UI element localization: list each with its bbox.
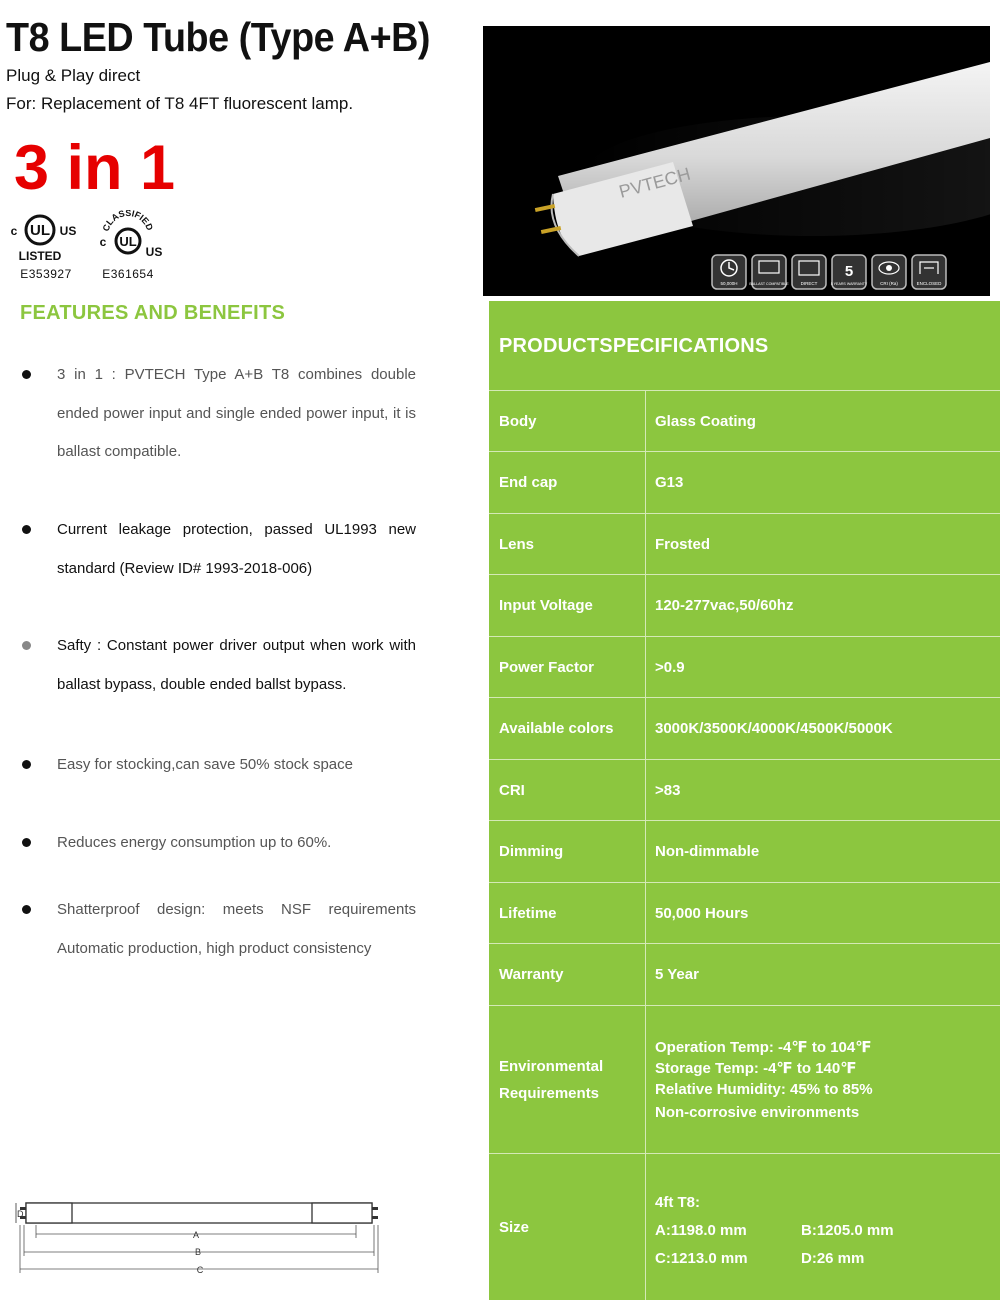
svg-text:UL: UL (119, 234, 137, 249)
svg-text:5: 5 (844, 263, 854, 280)
led-tube-illustration (483, 26, 990, 296)
bullet-icon (22, 525, 31, 534)
svg-text:CLASSIFIED: CLASSIFIED (100, 210, 156, 233)
brand-label: PVTECH (616, 163, 693, 202)
spec-row-input-voltage: Input Voltage 120-277vac,50/60hz (489, 574, 1000, 636)
feature-item: Easy for stocking,can save 50% stock space (20, 746, 416, 785)
warranty-icon (831, 255, 868, 289)
spec-row-cri: CRI >83 (489, 759, 1000, 820)
three-in-one-badge: 3 in 1 (14, 133, 176, 203)
svg-text:LISTED: LISTED (18, 249, 62, 262)
bullet-icon (22, 370, 31, 379)
dimension-drawing (8, 1192, 388, 1282)
ul-listed-mark (6, 210, 86, 281)
svg-text:A: A (192, 1230, 200, 1240)
feature-item: Shatterproof design: meets NSF requirements Automatic production, high product consistency (20, 891, 416, 968)
spec-row-warranty: Warranty 5 Year (489, 943, 1000, 1005)
svg-text:CRI (Ra): CRI (Ra) (880, 281, 898, 286)
feature-item: Reduces energy consumption up to 60%. (20, 824, 416, 863)
spec-row-power-factor: Power Factor >0.9 (489, 636, 1000, 697)
specifications-table (489, 301, 1000, 1300)
specifications-heading: PRODUCTSPECIFICATIONS (499, 335, 769, 357)
svg-text:BALLAST COMPATIBLE: BALLAST COMPATIBLE (749, 282, 789, 286)
svg-text:ENCLOSED: ENCLOSED (916, 281, 942, 286)
svg-text:US: US (59, 224, 77, 238)
svg-text:50,000H: 50,000H (720, 281, 738, 286)
subtitle-plug-and-play: Plug & Play direct (6, 66, 141, 85)
spec-row-dimming: Dimming Non-dimmable (489, 820, 1000, 882)
svg-text:5 YEARS WARRANTY: 5 YEARS WARRANTY (830, 282, 868, 286)
svg-text:c: c (10, 224, 18, 238)
bullet-icon (22, 905, 31, 914)
bullet-icon (22, 760, 31, 769)
svg-text:US: US (145, 245, 163, 259)
spec-row-lifetime: Lifetime 50,000 Hours (489, 882, 1000, 943)
feature-item: Safty : Constant power driver output when work with ballast bypass, double ended ballst bypass. (20, 627, 416, 704)
spec-row-size: Size 4ft T8: A:1198.0 mm B:1205.0 mm C:1213.0 mm D:26 mm (489, 1153, 1000, 1300)
svg-text:C: C (196, 1265, 204, 1275)
feature-item: Current leakage protection, passed UL1993 new standard (Review ID# 1993-2018-006) (20, 511, 416, 588)
spec-row-end-cap: End cap G13 (489, 451, 1000, 513)
svg-text:UL: UL (30, 222, 50, 239)
lifetime-icon (712, 255, 746, 289)
features-heading: FEATURES AND BENEFITS (20, 302, 286, 324)
svg-text:c: c (99, 235, 107, 249)
svg-text:B: B (194, 1247, 202, 1257)
spec-row-available-colors: Available colors 3000K/3500K/4000K/4500K/5000K (489, 697, 1000, 759)
feature-item: 3 in 1 : PVTECH Type A+B T8 combines double ended power input and single ended power input, it is ballast compatible. (20, 356, 416, 472)
ul-listed-logo (6, 210, 86, 262)
ballast-compatible-icon (749, 255, 789, 289)
ul-classified-mark (88, 210, 168, 281)
bullet-icon (22, 641, 31, 650)
enclosed-icon (912, 255, 946, 289)
page-title: T8 LED Tube (Type A+B) (6, 14, 431, 60)
ul-classified-code: E361654 (102, 267, 154, 281)
ul-listed-code: E353927 (20, 267, 72, 281)
direct-icon (792, 255, 826, 289)
spec-row-body: Body Glass Coating (489, 390, 1000, 451)
cri-icon (872, 255, 906, 289)
spec-row-lens: Lens Frosted (489, 513, 1000, 574)
ul-classified-logo (88, 210, 168, 262)
spec-row-environmental: Environmental Requirements Operation Temp: -4℉ to 104℉ Storage Temp: -4℉ to 140℉ Relative Humidity: 45% to 85% Non-corrosive environments (489, 1005, 1000, 1153)
bullet-icon (22, 838, 31, 847)
product-hero-image (483, 26, 990, 296)
svg-text:D: D (17, 1209, 24, 1219)
tube-dimension-diagram (8, 1192, 388, 1282)
svg-text:DIRECT: DIRECT (800, 281, 818, 286)
subtitle-replacement: For: Replacement of T8 4FT fluorescent lamp. (6, 94, 354, 113)
